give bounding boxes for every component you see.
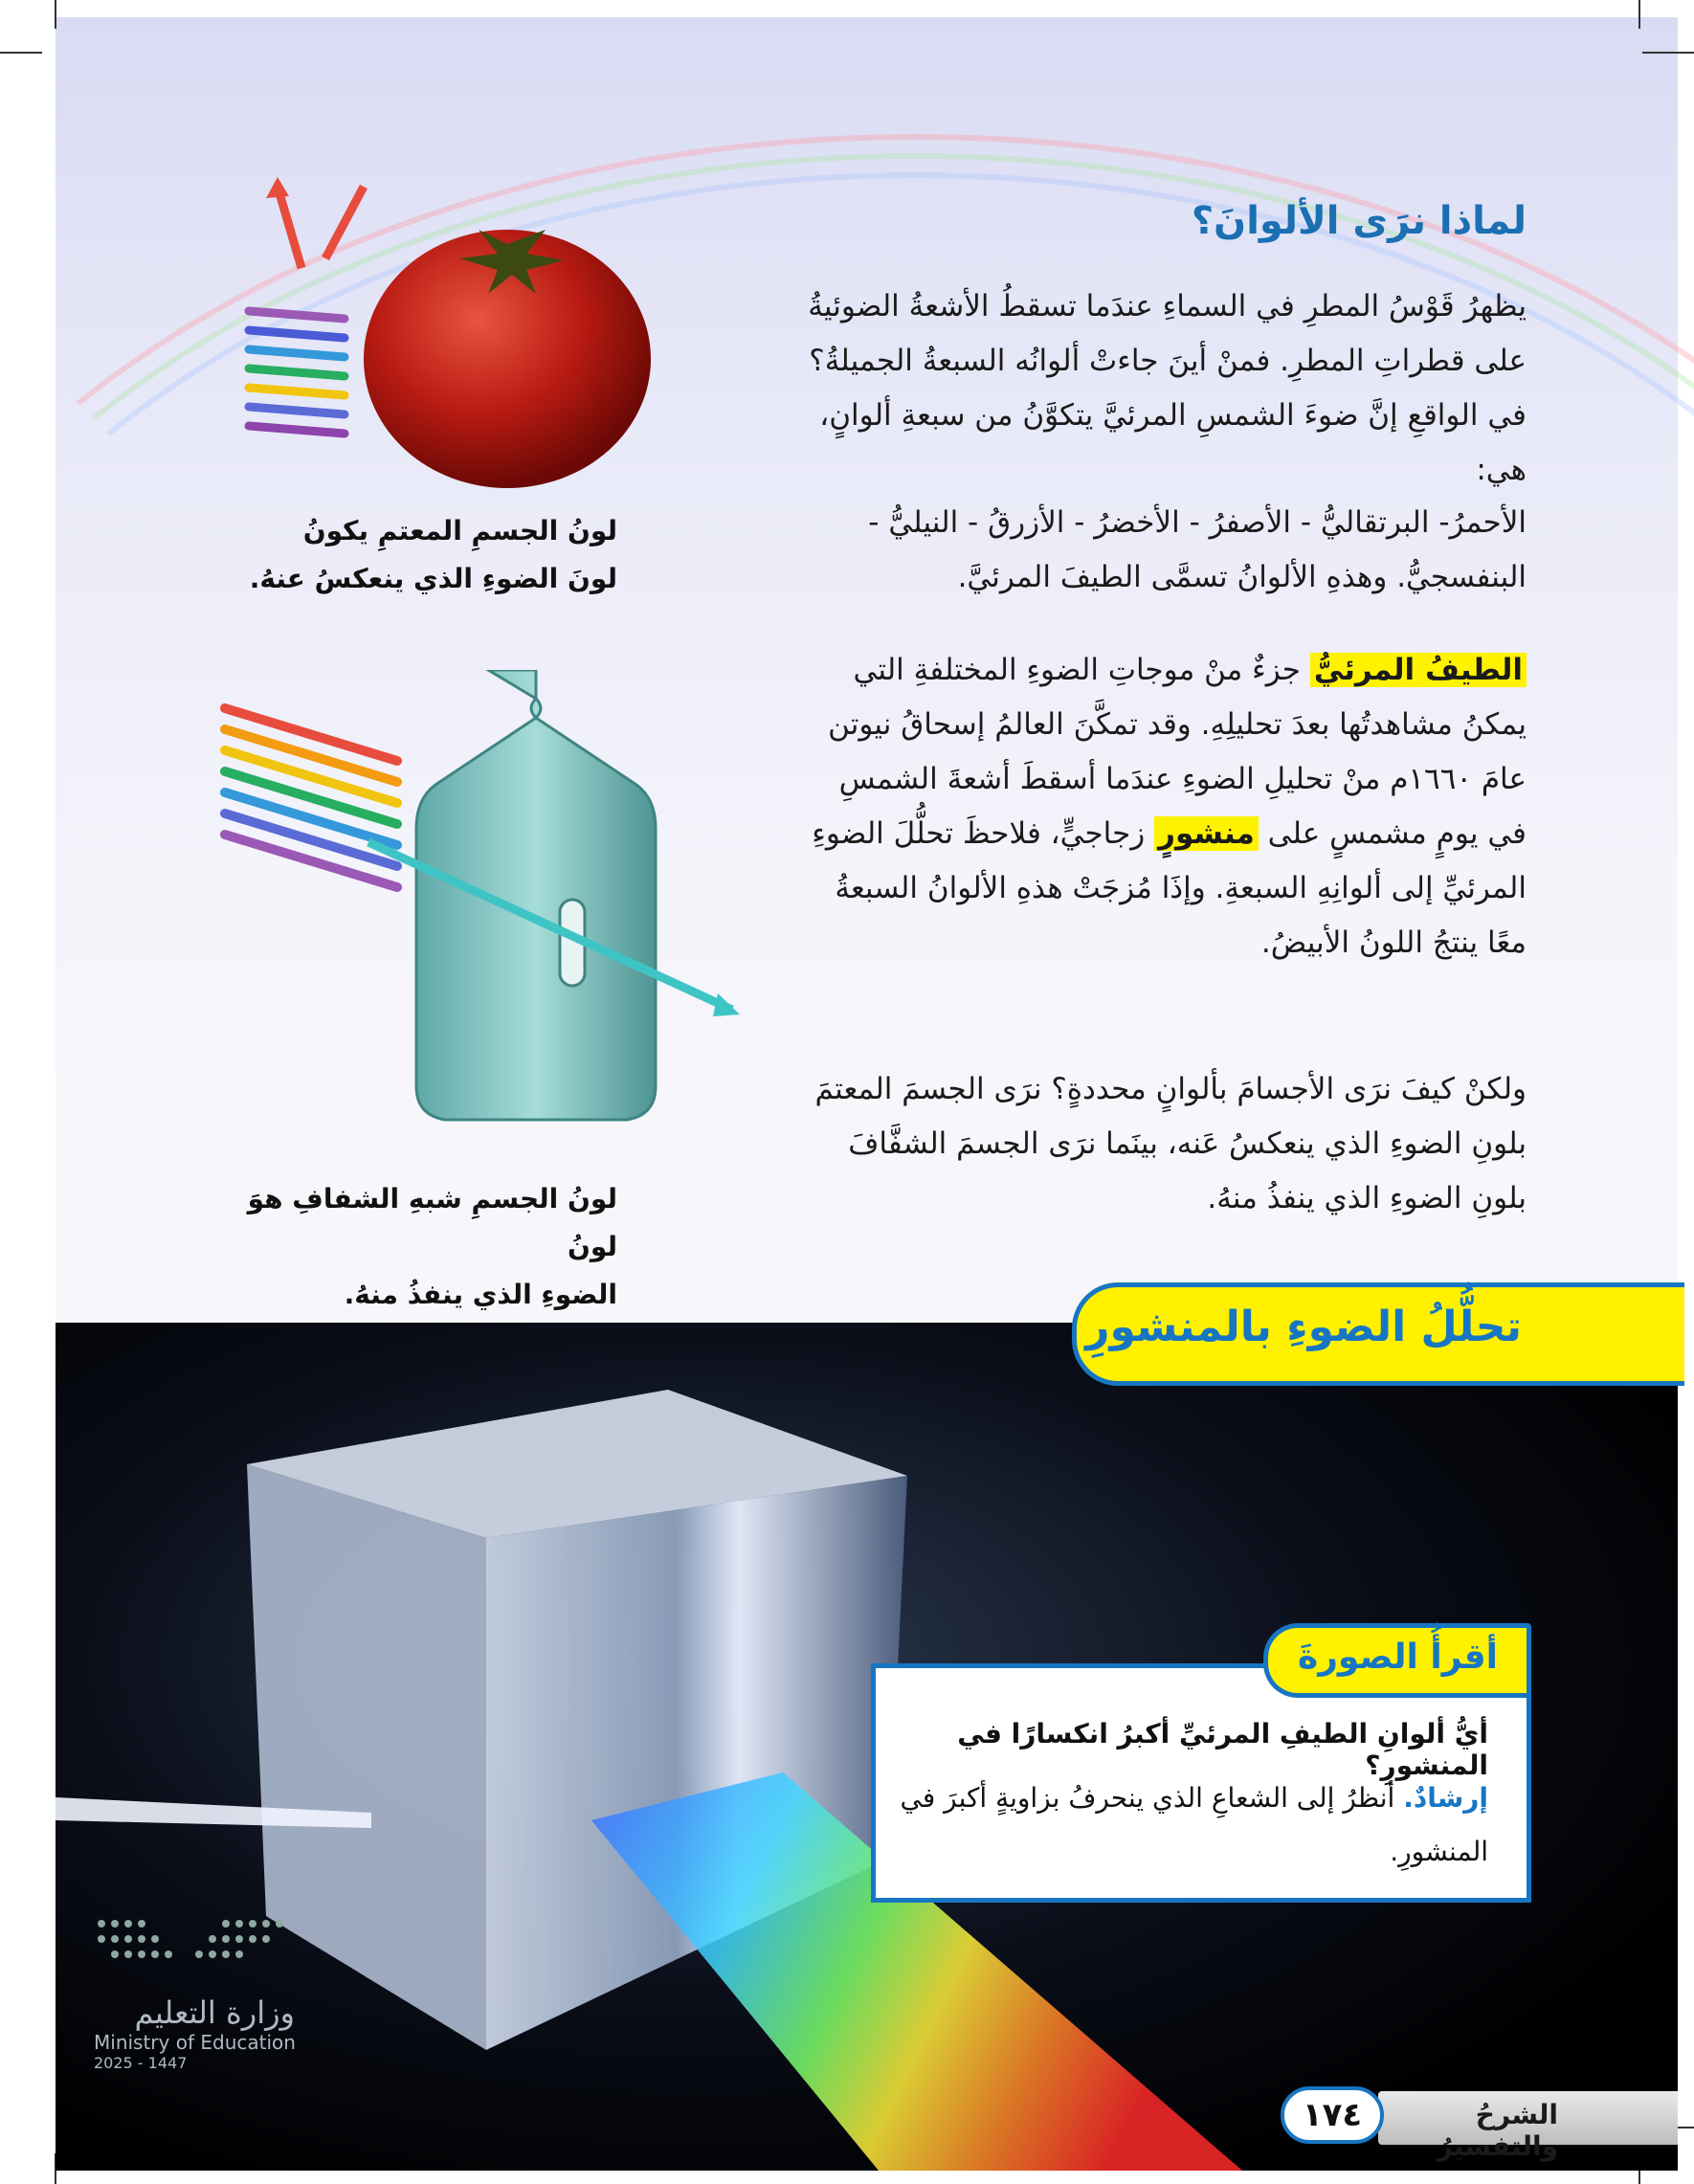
ministry-logo-text — [94, 1995, 296, 2072]
section-banner — [1072, 1282, 1684, 1386]
ministry-name-english: Ministry of Education — [94, 2031, 296, 2054]
tomato-caption-line-1: لونُ الجسمِ المعتمِ يكونُ — [302, 515, 617, 546]
term-prism: منشورٍ — [1154, 816, 1259, 851]
paragraph-visible-spectrum-text-a: جزءٌ منْ موجاتِ الضوءِ المختلفةِ التي يمكنُ مشاهدتُها بعدَ تحليلِهِ. وقد تمكَّنَ العالمُ إسحاقُ نيوتن عامَ ١٦٦٠م منْ تحليلِ الضوءِ عندَما أسقطَ أشعةَ الشمسِ في يومٍ مشمسٍ على — [828, 653, 1527, 851]
banner-title: تحلُّلُ الضوءِ بالمنشورِ — [1085, 1303, 1522, 1351]
tomato-caption — [234, 507, 617, 603]
read-the-picture-tab — [1263, 1623, 1531, 1698]
incoming-rays — [249, 311, 345, 434]
read-the-picture-box — [871, 1663, 1531, 1903]
tomato-caption-line-2: لونَ الضوءِ الذي ينعكسُ عنهُ. — [249, 563, 617, 594]
bottle-caption-line-1: لونُ الجسمِ شبهِ الشفافِ هوَ لونُ — [247, 1183, 617, 1262]
paragraph-object-colors: ولكنْ كيفَ نرَى الأجسامَ بألوانٍ محددةٍ؟ نرَى الجسمَ المعتمَ بلونِ الضوءِ الذي ينعكسُ عَنه، بينَما نرَى الجسمَ الشفَّافَ بلونِ الضوءِ الذي ينفذُ منهُ. — [814, 1072, 1527, 1215]
crop-mark — [0, 52, 42, 54]
ministry-logo-icon — [92, 1914, 302, 1972]
footer-section-text: الشرحُ والتفسيرُ — [1437, 2099, 1558, 2162]
ministry-name-arabic: وزارة التعليم — [134, 1995, 295, 2031]
bottle-caption-line-2: الضوءِ الذي ينفذُ منهُ. — [344, 1279, 617, 1310]
hint-label: إرشادٌ. — [1403, 1782, 1488, 1814]
reading-tab-label: أقرأُ الصورةَ — [1297, 1638, 1498, 1677]
hint-text: أنظرُ إلى الشعاعِ الذي ينحرفُ بزاويةٍ أكبرَ في المنشورِ. — [900, 1782, 1488, 1867]
bottle-incoming-rays — [225, 708, 397, 887]
paragraph-visible-spectrum-text-b: زجاجيٍّ، فلاحظَ تحلُّلَ الضوءِ المرئيِّ إلى ألوانِهِ السبعةِ. وإذَا مُزجَتْ هذهِ الألوانُ السبعةُ معًا ينتجُ اللونُ الأبيضُ. — [812, 816, 1527, 960]
paragraph-visible-spectrum — [799, 643, 1527, 970]
paragraph-colors: الأحمرُ- البرتقاليُّ - الأصفرُ - الأخضرُ - الأزرقُ - النيليُّ - البنفسجيُّ. وهذهِ الألوانُ تسمَّى الطيفَ المرئيَّ. — [868, 505, 1527, 594]
ministry-year: 2025 - 1447 — [94, 2054, 188, 2072]
reflected-red-ray — [278, 187, 301, 268]
bottle-shape — [416, 670, 656, 1120]
tomato-illustration — [220, 177, 660, 493]
paragraph-rainbow: يظهرُ قَوْسُ المطرِ في السماءِ عندَما تسقطُ الأشعةُ الضوئيةُ على قطراتِ المطرِ. فمنْ أينَ جاءتْ ألوانُه السبعةُ الجميلةُ؟ في الواقعِ إنَّ ضوءَ الشمسِ المرئيَّ يتكوَّنُ من سبعةِ ألوانٍ، هي: — [808, 289, 1527, 487]
reading-hint — [895, 1772, 1488, 1879]
page-number: ١٧٤ — [1281, 2086, 1384, 2144]
crop-mark — [55, 0, 56, 29]
crop-mark — [1642, 52, 1694, 54]
bottle-caption — [215, 1175, 617, 1319]
section-heading: لماذا نرَى الألوانَ؟ — [1191, 199, 1527, 243]
footer-section-label — [1378, 2091, 1678, 2162]
term-visible-spectrum: الطيفُ المرئيُّ — [1310, 653, 1527, 687]
crop-mark — [1638, 0, 1640, 29]
reading-question: أيُّ ألوانِ الطيفِ المرئيِّ أكبرُ انكسارًا في المنشورِ؟ — [957, 1718, 1488, 1781]
water-bottle-illustration — [215, 670, 751, 1129]
